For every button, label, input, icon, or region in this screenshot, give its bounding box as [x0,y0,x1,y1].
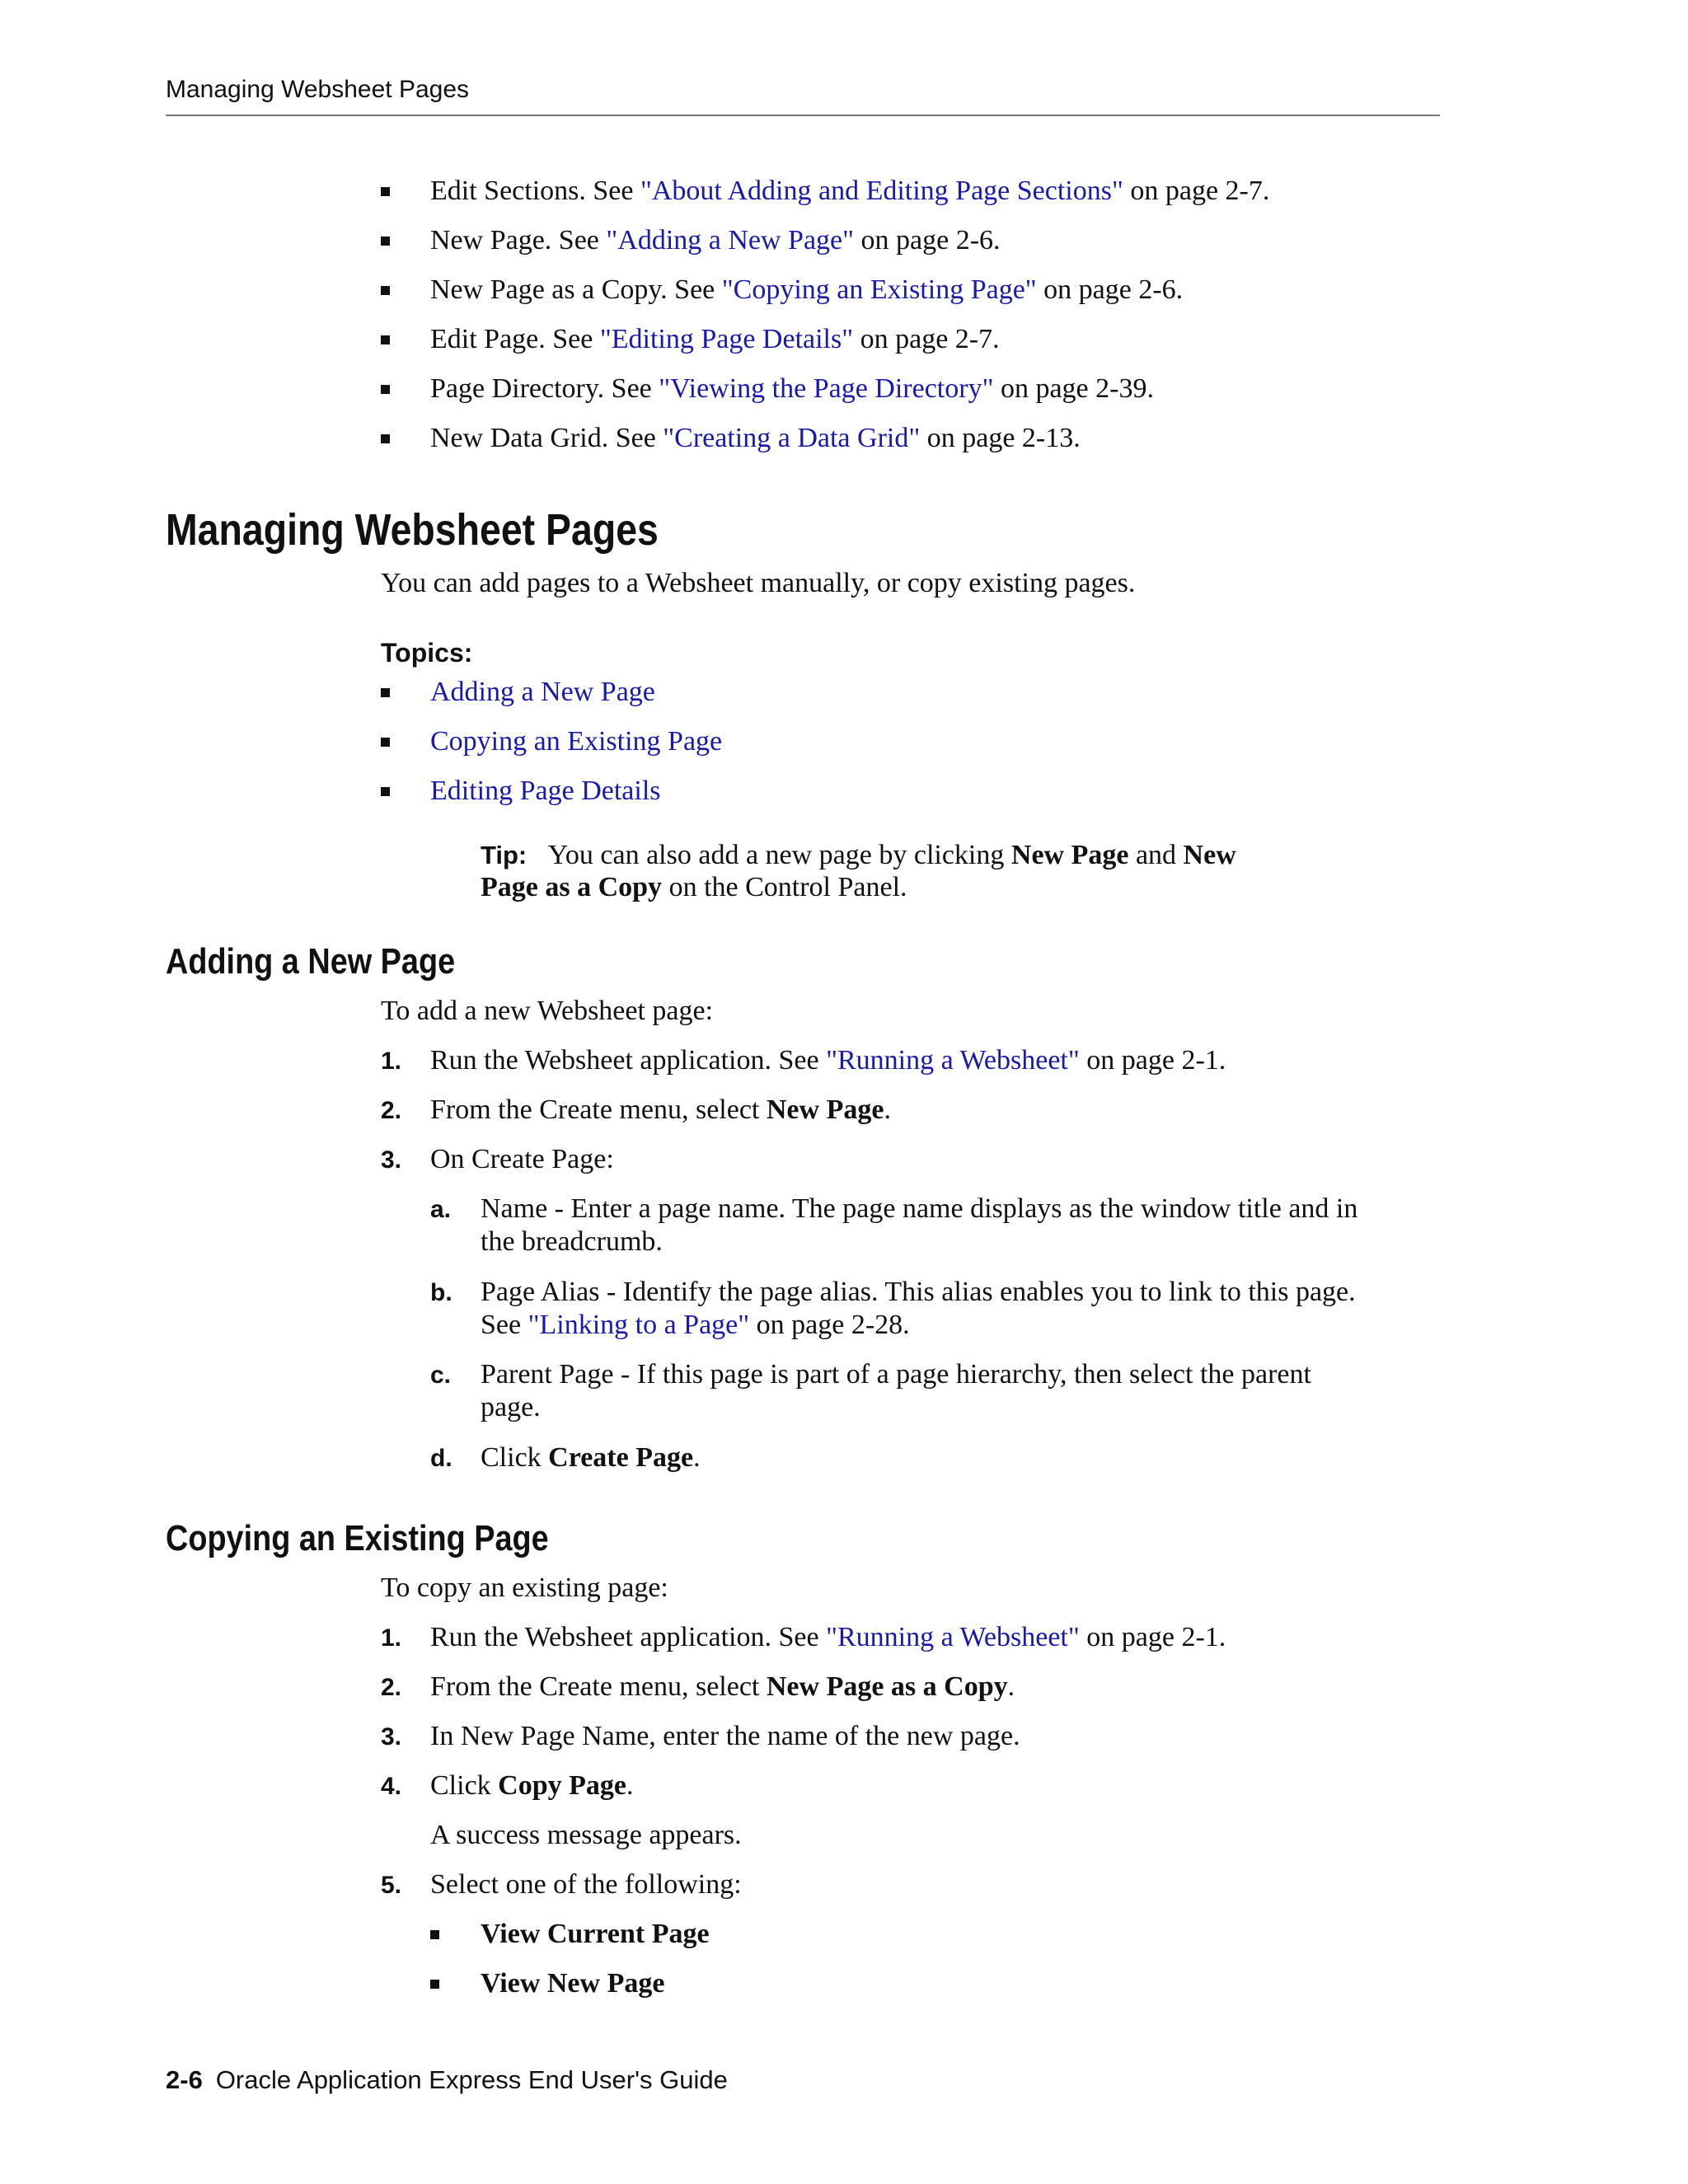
step-number: 4. [381,1773,402,1800]
running-header: Managing Websheet Pages [166,76,470,103]
step-number: 1. [381,1624,402,1652]
link-copying-existing-page[interactable]: "Copying an Existing Page" [721,274,1037,305]
step-text: Run the Websheet application. See "Running a Websheet" on page 2-1. [430,1045,1226,1076]
substep-letter: d. [430,1445,452,1472]
page-footer [166,2065,728,2095]
bullet [381,688,390,697]
topics-label: Topics: [381,638,473,668]
step-number: 2. [381,1097,402,1124]
substep-text: the breadcrumb. [481,1226,663,1257]
step-text: Select one of the following: [430,1869,742,1900]
section-intro: You can add pages to a Websheet manually, or copy existing pages. [381,568,1136,598]
section-title-adding-new-page: Adding a New Page [166,941,456,982]
tip-line-2: Page as a Copy on the Control Panel. [481,872,907,902]
bullet [381,237,390,246]
section-intro: To copy an existing page: [381,1572,668,1603]
bullet [381,787,390,796]
bullet [381,738,390,747]
substep-text: Name - Enter a page name. The page name displays as the window title and in [481,1193,1358,1224]
step-number: 5. [381,1872,402,1899]
substep-text: Parent Page - If this page is part of a page hierarchy, then select the parent [481,1359,1311,1390]
step-text: From the Create menu, select New Page as a Copy. [430,1671,1015,1702]
page-number: 2-6 [166,2065,203,2094]
link-running-websheet[interactable]: "Running a Websheet" [826,1622,1080,1652]
bullet [381,434,390,443]
step-number: 3. [381,1723,402,1750]
substep-letter: a. [430,1196,452,1223]
bullet [381,335,390,344]
section-title-managing-websheet-pages: Managing Websheet Pages [166,505,659,555]
step-text: From the Create menu, select New Page. [430,1094,891,1125]
substep-text: page. [481,1392,541,1422]
substep-text: Click Create Page. [481,1442,701,1473]
substep-text: Page Alias - Identify the page alias. This alias enables you to link to this page. [481,1277,1356,1307]
step-text: On Create Page: [430,1144,614,1174]
header-rule [166,115,1440,116]
list-item: Page Directory. See "Viewing the Page Directory" on page 2-39. [430,373,1154,404]
step-text: Run the Websheet application. See "Running a Websheet" on page 2-1. [430,1622,1226,1652]
step-number: 2. [381,1674,402,1701]
link-linking-to-page[interactable]: "Linking to a Page" [528,1310,750,1340]
substep-text: See "Linking to a Page" on page 2-28. [481,1310,910,1340]
link-creating-data-grid[interactable]: "Creating a Data Grid" [663,423,921,453]
tip-line-1: Tip: You can also add a new page by clicking New Page and New [481,840,1236,870]
book-title: Oracle Application Express End User's Guide [215,2065,728,2094]
list-item: New Page as a Copy. See "Copying an Existing Page" on page 2-6. [430,274,1184,305]
list-item: New Data Grid. See "Creating a Data Grid" on page 2-13. [430,423,1081,453]
step-text: In New Page Name, enter the name of the new page. [430,1721,1020,1751]
bullet [430,1930,439,1939]
link-running-websheet[interactable]: "Running a Websheet" [826,1045,1080,1076]
tip-label: Tip: [481,841,528,869]
option-view-new-page: View New Page [481,1968,665,1999]
substep-letter: c. [430,1361,452,1389]
section-intro: To add a new Websheet page: [381,996,714,1026]
topic-link-editing-page-details[interactable]: Editing Page Details [430,776,661,806]
option-view-current-page: View Current Page [481,1919,710,1949]
step-number: 1. [381,1047,402,1075]
link-about-adding-editing-sections[interactable]: "About Adding and Editing Page Sections" [640,176,1123,206]
substep-letter: b. [430,1279,452,1306]
topic-link-copying-existing-page[interactable]: Copying an Existing Page [430,726,723,757]
step-text: Click Copy Page. [430,1770,634,1801]
link-editing-page-details[interactable]: "Editing Page Details" [599,324,854,354]
bullet [430,1980,439,1989]
section-title-copying-existing-page: Copying an Existing Page [166,1518,549,1558]
bullet [381,385,390,394]
list-item: Edit Sections. See "About Adding and Editing Page Sections" on page 2-7. [430,176,1270,206]
list-item: New Page. See "Adding a New Page" on page 2-6. [430,225,1001,255]
step-number: 3. [381,1146,402,1174]
list-item: Edit Page. See "Editing Page Details" on page 2-7. [430,324,1000,354]
bullet [381,286,390,295]
topic-link-adding-new-page[interactable]: Adding a New Page [430,677,655,707]
link-adding-new-page[interactable]: "Adding a New Page" [606,225,855,255]
link-viewing-page-directory[interactable]: "Viewing the Page Directory" [659,373,994,404]
bullet [381,187,390,196]
step-note: A success message appears. [430,1820,742,1850]
